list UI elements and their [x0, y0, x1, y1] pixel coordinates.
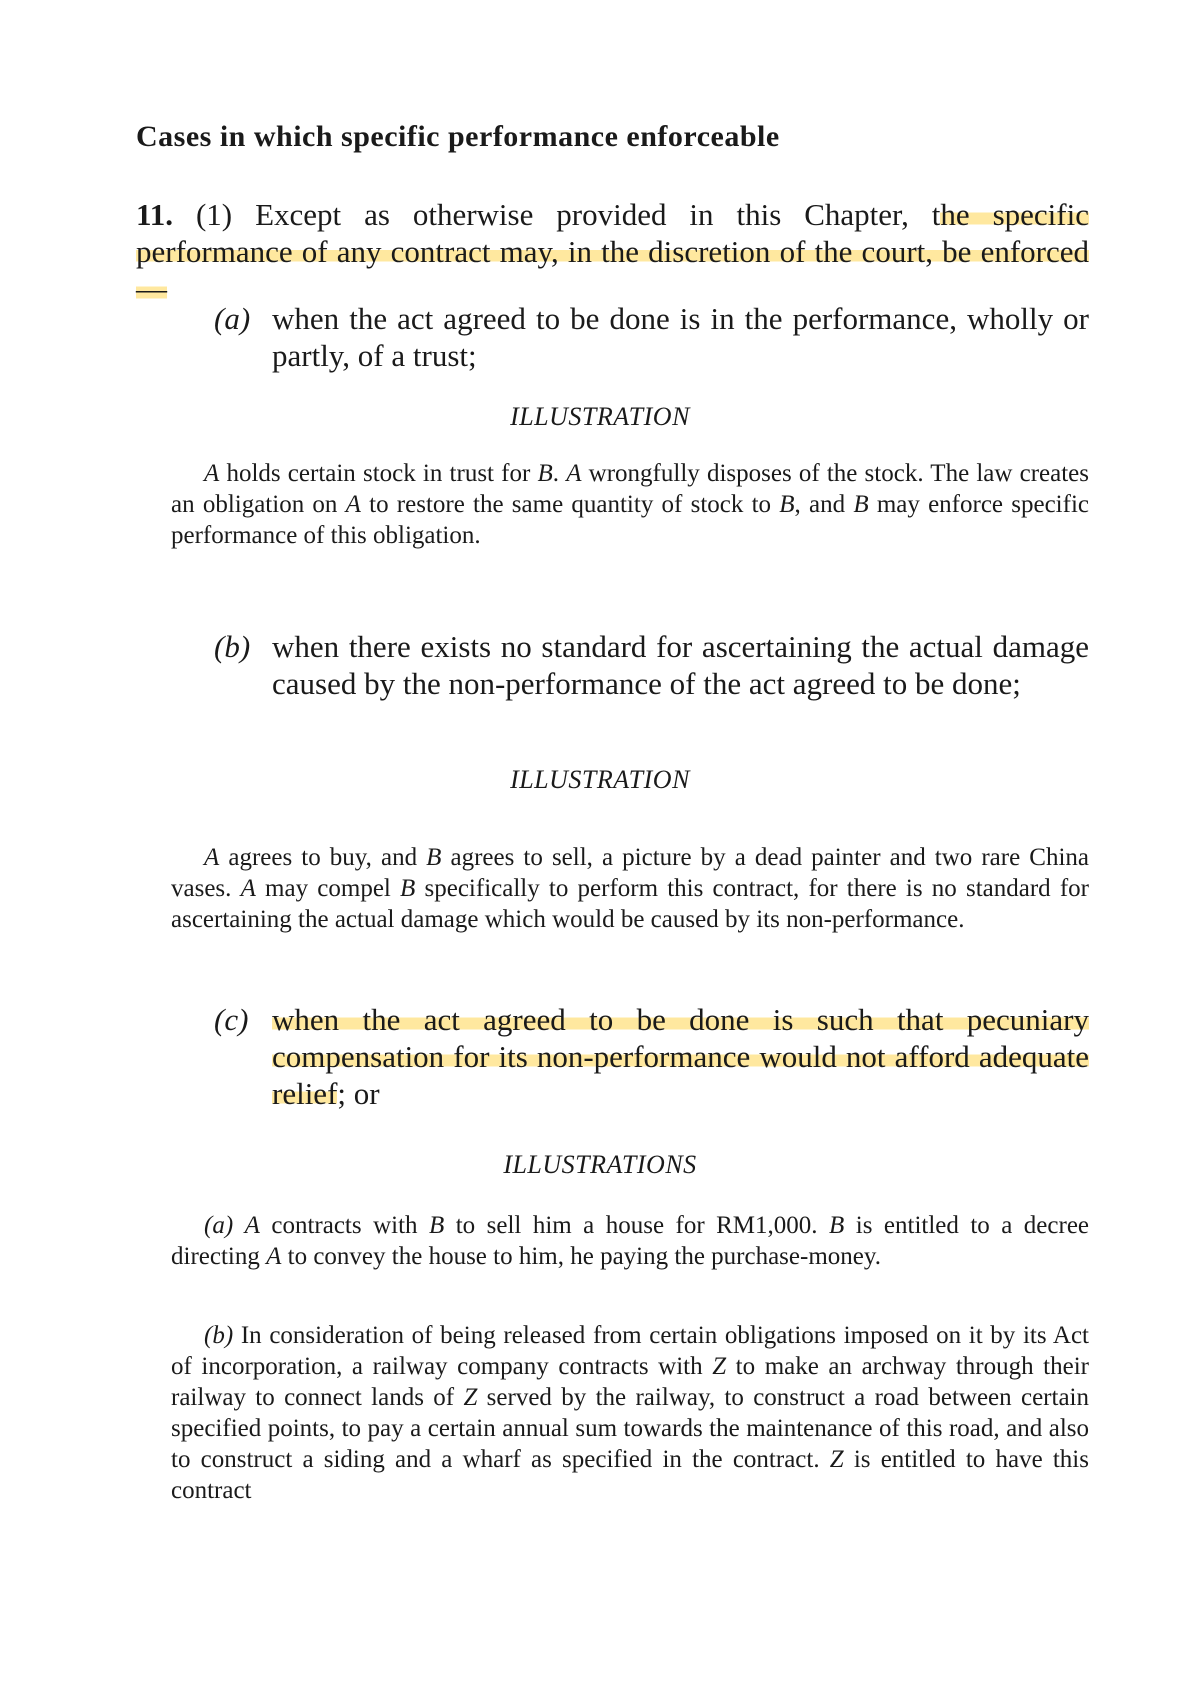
illustration-3b-text — [171, 1320, 1089, 1506]
item-c — [214, 1001, 1089, 1112]
illustration-1-segment: wrongfully disposes of the stock. The law creates an obligation on — [171, 460, 1090, 518]
item-c-text — [272, 1001, 1089, 1112]
party-b: B — [779, 491, 795, 518]
item-c-tail: ; or — [337, 1076, 380, 1111]
party-a: A — [566, 460, 582, 487]
item-b-text: when there exists no standard for ascertaining the actual damage caused by the non-performance of the act agreed to be done; — [272, 629, 1089, 701]
illustration-3b-segment: to make an archway through their railway to connect lands of — [171, 1353, 1089, 1411]
item-a — [214, 300, 1089, 374]
party-b: B — [426, 844, 442, 871]
illustration-1-segment: , and — [794, 491, 854, 518]
illustration-1-segment: may enforce specific performance of this obligation. — [171, 491, 1089, 549]
illustration-3a-text — [171, 1210, 1089, 1272]
party-z: Z — [712, 1353, 727, 1380]
illustration-3a-segment: to sell him a house for RM1,000. — [444, 1212, 830, 1239]
item-a-marker: (a) — [214, 301, 251, 336]
illustration-label: (a) — [204, 1212, 234, 1239]
item-b-marker: (b) — [214, 629, 251, 664]
illustration-2-segment: agrees to buy, and — [219, 844, 427, 871]
party-b: B — [537, 460, 553, 487]
subsection-number: (1) — [195, 197, 233, 232]
illustration-label: (b) — [204, 1322, 234, 1349]
section-11-paragraph — [136, 196, 1089, 307]
party-b: B — [428, 1212, 445, 1239]
highlighted-text: he specific performance of any contract may, in the discretion of the court, be enforced— — [136, 197, 1089, 306]
illustration-2-segment: may compel — [255, 875, 401, 902]
illustration-title-1: ILLUSTRATION — [510, 402, 690, 431]
illustration-3b-segment: served by the railway, to construct a road between certain specified points, to pay a certain annual sum towards the maintenance of this road, and also to construct a siding and a wharf as specified in the contract. — [171, 1384, 1089, 1473]
party-a: A — [244, 1212, 260, 1239]
illustrations-title-3: ILLUSTRATIONS — [503, 1150, 697, 1179]
illustration-1-segment: holds certain stock in trust for — [219, 460, 538, 487]
illustration-2-text — [171, 842, 1089, 935]
party-z: Z — [463, 1384, 478, 1411]
highlighted-text: when the act agreed to be done is such that pecuniary compensation for its non-performance would not afford adequate relief — [272, 1002, 1089, 1111]
illustration-2-segment: specifically to perform this contract, for there is no standard for ascertaining the actual damage which would be caused by its non-performance. — [171, 875, 1089, 933]
party-b: B — [853, 491, 869, 518]
item-a-text: when the act agreed to be done is in the performance, wholly or partly, of a trust; — [272, 301, 1089, 373]
section-number: 11. — [136, 197, 174, 232]
illustration-3b-segment: is entitled to have this contract — [171, 1446, 1089, 1504]
party-a: A — [204, 844, 220, 871]
item-b — [214, 628, 1089, 702]
party-a: A — [204, 460, 220, 487]
illustration-3a-segment: to convey the house to him, he paying the purchase-money. — [281, 1243, 881, 1270]
party-z: Z — [829, 1446, 844, 1473]
illustration-3a-segment: contracts with — [259, 1212, 429, 1239]
illustration-title-2: ILLUSTRATION — [510, 765, 690, 794]
illustration-1-segment: . — [552, 460, 567, 487]
illustration-1-segment: to restore the same quantity of stock to — [360, 491, 780, 518]
party-a: A — [266, 1243, 282, 1270]
section-heading: Cases in which specific performance enforceable — [136, 120, 780, 153]
party-b: B — [829, 1212, 845, 1239]
party-b: B — [400, 875, 416, 902]
illustration-1-text — [171, 458, 1089, 551]
party-a: A — [345, 491, 361, 518]
party-a: A — [240, 875, 256, 902]
item-c-marker: (c) — [214, 1002, 249, 1037]
illustration-2-segment: agrees to sell, a picture by a dead painter and two rare China vases. — [171, 844, 1089, 902]
illustration-3a-segment: is entitled to a decree directing — [171, 1212, 1090, 1270]
illustration-3b-segment: In consideration of being released from certain obligations imposed on it by its Act of incorporation, a railway company contracts with — [171, 1322, 1089, 1380]
section-intro-text: Except as otherwise provided in this Chapter, t — [232, 197, 941, 232]
